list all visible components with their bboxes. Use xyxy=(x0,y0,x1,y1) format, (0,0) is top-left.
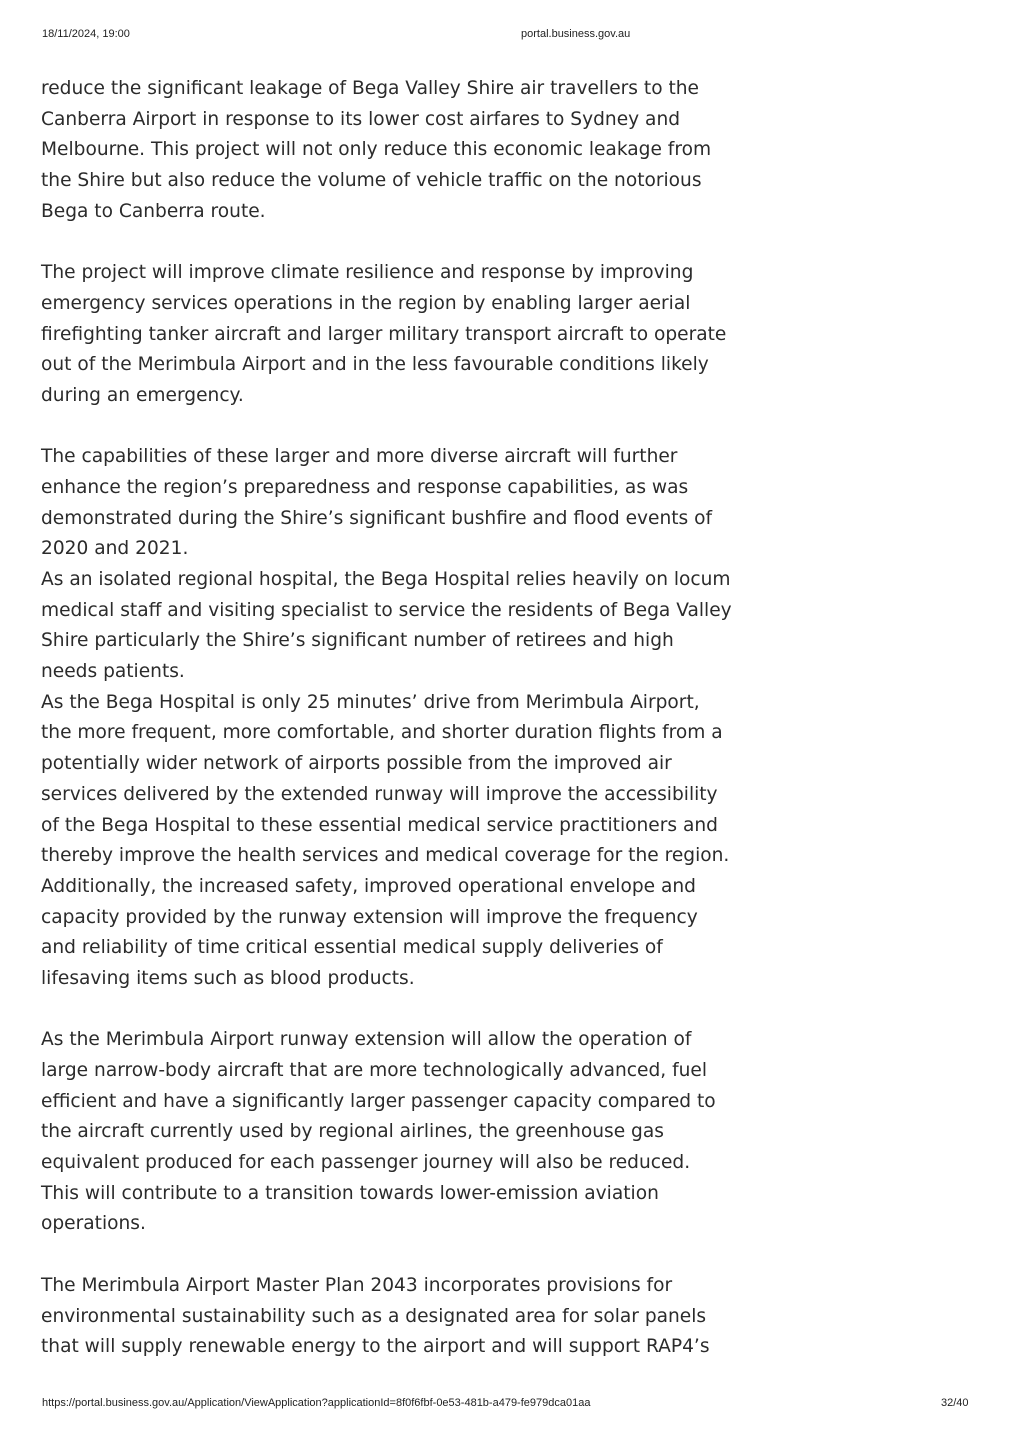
paragraph-2 xyxy=(41,258,761,411)
text-line: the aircraft currently used by regional airlines, the greenhouse gas xyxy=(41,1121,664,1143)
paragraph-5 xyxy=(41,1271,761,1363)
text-line: potentially wider network of airports possible from the improved air xyxy=(41,753,672,775)
paragraph-4 xyxy=(41,1025,761,1240)
paragraph-gap xyxy=(41,227,761,258)
text-line: thereby improve the health services and medical coverage for the region. xyxy=(41,845,730,867)
text-line: capacity provided by the runway extension will improve the frequency xyxy=(41,906,698,928)
text-line: the more frequent, more comfortable, and shorter duration flights from a xyxy=(41,722,723,744)
text-line: equivalent produced for each passenger journey will also be reduced. xyxy=(41,1152,691,1174)
text-line: Canberra Airport in response to its lower cost airfares to Sydney and xyxy=(41,108,681,130)
text-line: This will contribute to a transition towards lower-emission aviation xyxy=(41,1182,659,1204)
paragraph-gap xyxy=(41,412,761,443)
text-line: The capabilities of these larger and more diverse aircraft will further xyxy=(41,446,678,468)
paragraph-1 xyxy=(41,74,761,227)
text-line: The project will improve climate resilience and response by improving xyxy=(41,262,694,284)
text-line: and reliability of time critical essential medical supply deliveries of xyxy=(41,937,663,959)
text-line: of the Bega Hospital to these essential medical service practitioners and xyxy=(41,814,718,836)
text-line: firefighting tanker aircraft and larger military transport aircraft to operate xyxy=(41,323,727,345)
print-url: https://portal.business.gov.au/Application/ViewApplication?applicationId=8f0f6fbf-0e53-481b-a479-fe979dca01aa xyxy=(42,1397,591,1409)
text-line: environmental sustainability such as a designated area for solar panels xyxy=(41,1305,707,1327)
page-number: 32/40 xyxy=(941,1397,969,1409)
text-line: As the Merimbula Airport runway extension will allow the operation of xyxy=(41,1029,692,1051)
text-line: efficient and have a significantly larger passenger capacity compared to xyxy=(41,1090,716,1112)
text-line: The Merimbula Airport Master Plan 2043 incorporates provisions for xyxy=(41,1274,673,1296)
text-line: out of the Merimbula Airport and in the less favourable conditions likely xyxy=(41,354,709,376)
text-line: needs patients. xyxy=(41,661,185,683)
paragraph-gap xyxy=(41,995,761,1026)
text-line: 2020 and 2021. xyxy=(41,538,189,560)
text-line: enhance the region’s preparedness and response capabilities, as was xyxy=(41,476,689,498)
document-body xyxy=(41,74,761,1363)
text-line: Shire particularly the Shire’s significant number of retirees and high xyxy=(41,630,674,652)
text-line: that will supply renewable energy to the airport and will support RAP4’s xyxy=(41,1336,710,1358)
print-site-name: portal.business.gov.au xyxy=(521,28,631,40)
text-line: operations. xyxy=(41,1213,146,1235)
print-datetime: 18/11/2024, 19:00 xyxy=(42,28,130,40)
text-line: the Shire but also reduce the volume of vehicle traffic on the notorious xyxy=(41,170,702,192)
text-line: services delivered by the extended runway will improve the accessibility xyxy=(41,783,718,805)
text-line: Additionally, the increased safety, improved operational envelope and xyxy=(41,875,696,897)
text-line: lifesaving items such as blood products. xyxy=(41,967,415,989)
text-line: reduce the significant leakage of Bega Valley Shire air travellers to the xyxy=(41,78,699,99)
text-line: medical staff and visiting specialist to service the residents of Bega Valley xyxy=(41,599,732,621)
text-line: As an isolated regional hospital, the Bega Hospital relies heavily on locum xyxy=(41,569,731,590)
paragraph-gap xyxy=(41,1240,761,1271)
text-line: As the Bega Hospital is only 25 minutes’ drive from Merimbula Airport, xyxy=(41,691,700,713)
text-line: Melbourne. This project will not only reduce this economic leakage from xyxy=(41,139,712,161)
text-line: demonstrated during the Shire’s significant bushfire and flood events of xyxy=(41,507,713,529)
text-line: during an emergency. xyxy=(41,384,244,406)
paragraph-3 xyxy=(41,442,761,994)
text-line: Bega to Canberra route. xyxy=(41,200,266,222)
text-line: large narrow-body aircraft that are more technologically advanced, fuel xyxy=(41,1060,708,1081)
print-header xyxy=(0,28,1012,42)
text-line: emergency services operations in the region by enabling larger aerial xyxy=(41,292,691,314)
print-footer xyxy=(0,1397,1012,1411)
